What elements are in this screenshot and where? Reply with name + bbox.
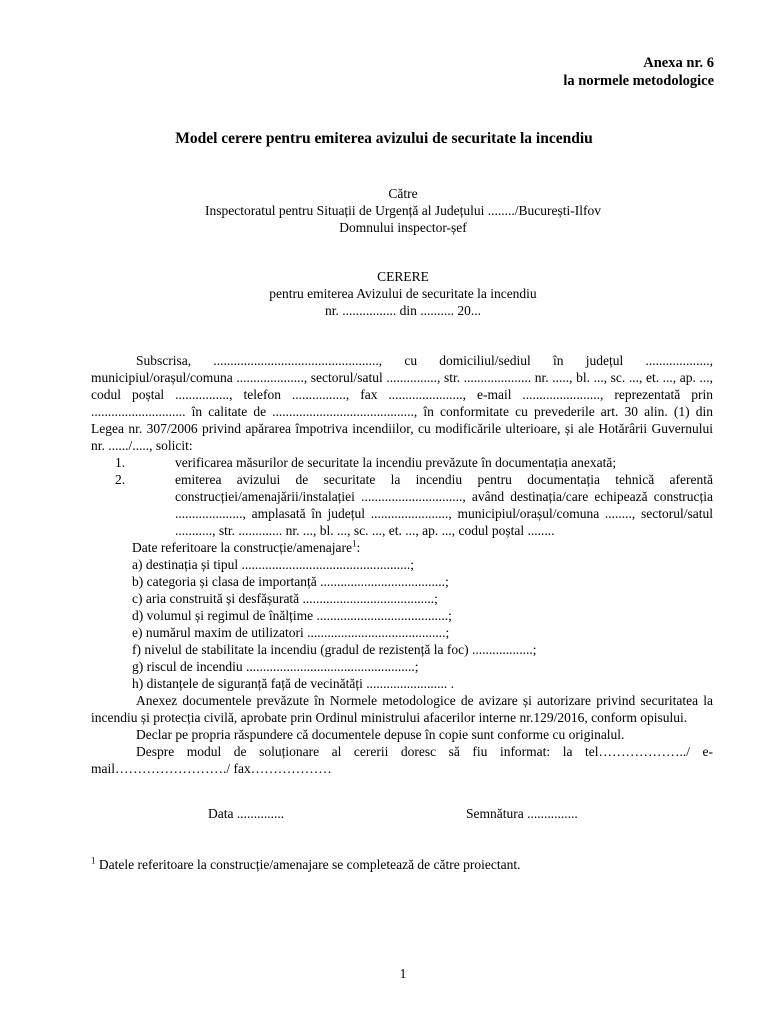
page-number: 1 bbox=[399, 966, 407, 981]
list-text: emiterea avizului de securitate la incendiu pentru documentația tehnică aferentă construcției/amenajării/instalației .............................., având destinația/care echipează construcția ...................., amplasată în județul ......................., municipiul/orașul/comuna ........, sectorul/satul ..........., str. ............. nr. ..., bl. ..., sc. ..., et. ..., ap. ..., codul poștal ........ bbox=[175, 472, 713, 538]
footnote-ref: 1 bbox=[352, 538, 357, 549]
data-item: g) riscul de incendiu ..................................................; bbox=[132, 659, 419, 674]
footnote-text: Datele referitoare la construcție/amenajare se completează de către proiectant. bbox=[98, 857, 521, 872]
list-text: verificarea măsurilor de securitate la incendiu prevăzute în documentația anexată; bbox=[175, 455, 617, 470]
addressee-institution: Inspectoratul pentru Situații de Urgență al Județului ......../București-Ilfov bbox=[204, 203, 602, 218]
list-item-2 bbox=[91, 471, 713, 539]
list-item-1 bbox=[91, 454, 713, 471]
addressee-to: Către bbox=[388, 186, 418, 201]
data-heading-text: Date referitoare la construcție/amenajare bbox=[132, 540, 352, 555]
request-heading-block bbox=[0, 268, 768, 319]
footnote-mark: 1 bbox=[91, 855, 96, 866]
annex-number: Anexa nr. 6 bbox=[643, 55, 714, 71]
addressee-person: Domnului inspector-șef bbox=[339, 220, 467, 235]
request-number: nr. ................ din .......... 20... bbox=[324, 303, 481, 318]
data-item: f) nivelul de stabilitate la incendiu (gradul de rezistență la foc) ..................; bbox=[132, 642, 537, 657]
applicant-paragraph: Subscrisa, ................................................., cu domiciliul/sediul în județul ..................., municipiul/orașul/comuna ...................., sectorul/satul ..............., str. .................... nr. ....., bl. ..., sc. ..., et. ..., ap. ..., codul poștal ................, telefon ................, fax ......................, e-mail ......................., reprezentată prin ............................ în calitate de .........................................., în conformitate cu prevederile art. 30 alin. (1) din Legea nr. 307/2006 privind apărarea împotriva incendiilor, cu modificările ulterioare, și ale Hotărârii Guvernului nr. ....../....., solicit: bbox=[91, 353, 713, 453]
data-heading: Date referitoare la construcție/amenajare$^1$: bbox=[132, 538, 361, 555]
footnote bbox=[91, 857, 521, 873]
data-item: c) aria construită și desfășurată .......................................; bbox=[132, 591, 438, 606]
date-field: Data .............. bbox=[208, 806, 285, 821]
request-body bbox=[91, 352, 713, 777]
list-number: 2. bbox=[115, 472, 126, 487]
data-item: d) volumul și regimul de înălțime .......................................; bbox=[132, 608, 452, 623]
annex-paragraph: Anexez documentele prevăzute în Normele metodologice de avizare și autorizare privind securitatea la incendiu și protecția civilă, aprobate prin Ordinul ministrului afacerilor interne nr.129/2016, conform opisului. bbox=[91, 693, 713, 725]
request-purpose: pentru emiterea Avizului de securitate la incendiu bbox=[269, 286, 537, 301]
data-item: a) destinația și tipul ..................................................; bbox=[132, 557, 414, 572]
declaration-paragraph: Declar pe propria răspundere că documentele depuse în copie sunt conforme cu originalul. bbox=[136, 727, 625, 742]
data-item: e) numărul maxim de utilizatori .........................................; bbox=[132, 625, 450, 640]
data-item: h) distanțele de siguranță față de vecinătăți ........................ . bbox=[132, 676, 455, 691]
annex-header bbox=[563, 54, 714, 90]
document-title: Model cerere pentru emiterea avizului de securitate la incendiu bbox=[175, 130, 593, 147]
signature-field: Semnătura ............... bbox=[466, 806, 578, 821]
contact-paragraph: Despre modul de soluționare al cererii doresc să fiu informat: la tel………………../ e-mail……………………./ fax……………… bbox=[91, 744, 713, 776]
list-number: 1. bbox=[115, 455, 126, 470]
data-item: b) categoria și clasa de importanță .....................................; bbox=[132, 574, 449, 589]
addressee-block bbox=[0, 185, 768, 236]
request-heading: CERERE bbox=[377, 269, 429, 284]
annex-subtitle: la normele metodologice bbox=[563, 73, 714, 89]
